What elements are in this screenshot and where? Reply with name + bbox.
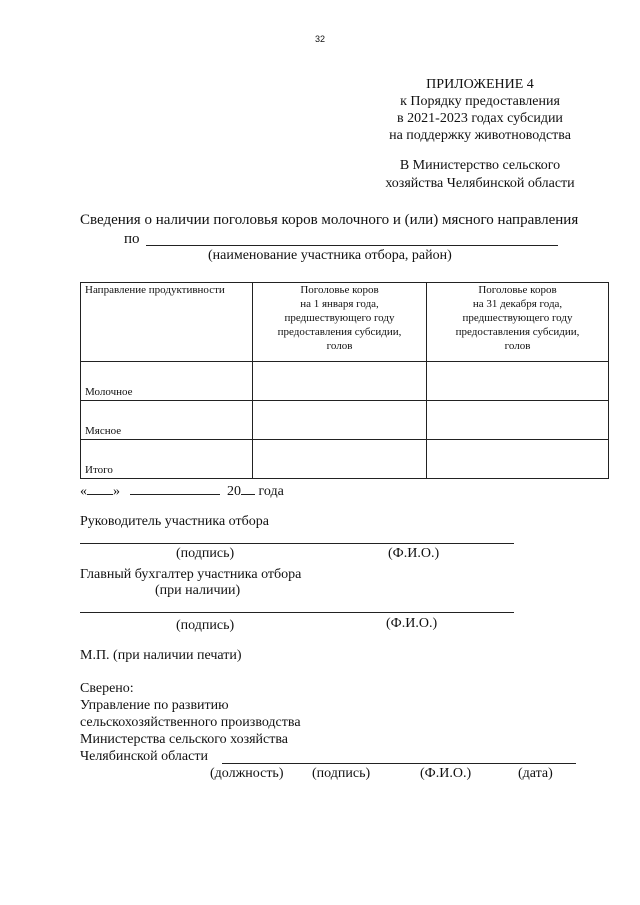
recipient-line: хозяйства Челябинской области [385, 176, 575, 191]
participant-name-field[interactable] [146, 245, 558, 246]
row-label: Мясное [85, 425, 122, 437]
day-field[interactable] [87, 482, 113, 495]
header-dec31: Поголовье коров на 31 декабря года, предшествующего году предоставления субсидии, голов [427, 283, 609, 362]
date-line [80, 482, 284, 500]
appendix-line: на поддержку животноводства [389, 128, 571, 143]
accountant-sign-caption: (подпись) [176, 618, 235, 633]
participant-name-caption: (наименование участника отбора, район) [208, 248, 452, 263]
table-header-row [81, 283, 609, 362]
document-title: Сведения о наличии поголовья коров молочного и (или) мясного направления [80, 212, 579, 228]
year-word: года [258, 484, 284, 499]
accountant-label: Главный бухгалтер участника отбора [80, 567, 302, 582]
signature-caption: (подпись) [312, 766, 371, 781]
head-label: Руководитель участника отбора [80, 514, 269, 529]
appendix-line: к Порядку предоставления [400, 94, 560, 109]
accountant-signature-line[interactable] [80, 612, 514, 613]
table-row [81, 362, 609, 401]
date-caption: (дата) [518, 766, 553, 781]
row-label: Итого [85, 464, 113, 476]
row-label-cell [81, 440, 253, 479]
position-caption: (должность) [210, 766, 284, 781]
fio-caption: (Ф.И.О.) [420, 766, 472, 781]
accountant-name-caption: (Ф.И.О.) [386, 616, 438, 631]
recipient-block [360, 157, 600, 193]
recipient-line: В Министерство сельского [399, 158, 561, 173]
by-label: по [124, 231, 140, 247]
year-field[interactable] [241, 482, 255, 495]
cell-dec31[interactable] [427, 362, 609, 401]
row-label-cell [81, 401, 253, 440]
open-quote: « [80, 484, 87, 499]
cell-dec31[interactable] [427, 401, 609, 440]
verified-line: Челябинской области [80, 749, 208, 764]
table-row [81, 440, 609, 479]
verified-line: Министерства сельского хозяйства [80, 732, 289, 747]
livestock-table [80, 282, 609, 479]
cell-jan1[interactable] [253, 440, 427, 479]
page-number: 32 [314, 34, 325, 44]
head-name-caption: (Ф.И.О.) [388, 546, 440, 561]
header-jan1: Поголовье коров на 1 января года, предшествующего году предоставления субсидии, голов [253, 283, 427, 362]
cell-jan1[interactable] [253, 362, 427, 401]
verified-line: Управление по развитию [80, 698, 229, 713]
stamp-label: М.П. (при наличии печати) [80, 648, 242, 663]
head-signature-line[interactable] [80, 543, 514, 544]
table-row [81, 401, 609, 440]
cell-jan1[interactable] [253, 401, 427, 440]
verified-label: Сверено: [80, 681, 134, 696]
cell-dec31[interactable] [427, 440, 609, 479]
accountant-label-sub: (при наличии) [155, 583, 241, 598]
year-prefix: 20 [227, 484, 241, 499]
verified-line: сельскохозяйственного производства [80, 715, 301, 730]
verified-signature-line[interactable] [222, 763, 576, 764]
appendix-title: ПРИЛОЖЕНИЕ 4 [426, 77, 534, 92]
row-label: Молочное [85, 386, 133, 398]
appendix-block [360, 76, 600, 144]
row-label-cell [81, 362, 253, 401]
appendix-line: в 2021-2023 годах субсидии [397, 111, 563, 126]
month-field[interactable] [130, 482, 220, 495]
close-quote: » [113, 484, 120, 499]
header-direction: Направление продуктивности [81, 283, 253, 362]
head-sign-caption: (подпись) [176, 546, 235, 561]
